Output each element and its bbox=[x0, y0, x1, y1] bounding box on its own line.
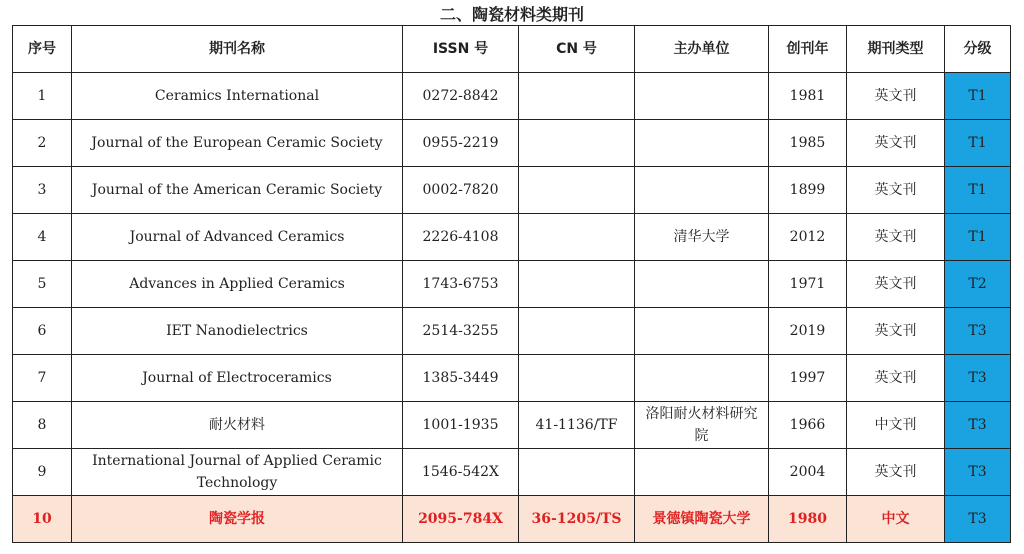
cell-index: 5 bbox=[13, 261, 72, 308]
header-org: 主办单位 bbox=[635, 26, 769, 73]
cell-name: 陶瓷学报 bbox=[72, 496, 403, 543]
cell-org: 洛阳耐火材料研究院 bbox=[635, 402, 769, 449]
header-row bbox=[13, 26, 1011, 73]
cell-cn bbox=[519, 167, 635, 214]
cell-name: Journal of Advanced Ceramics bbox=[72, 214, 403, 261]
table-row bbox=[13, 402, 1011, 449]
cell-cn: 41-1136/TF bbox=[519, 402, 635, 449]
cell-tier: T3 bbox=[945, 308, 1011, 355]
cell-issn: 0002-7820 bbox=[403, 167, 519, 214]
page-title: 二、陶瓷材料类期刊 bbox=[439, 5, 584, 24]
cell-year: 1997 bbox=[769, 355, 847, 402]
cell-name: Journal of the American Ceramic Society bbox=[72, 167, 403, 214]
cell-index: 6 bbox=[13, 308, 72, 355]
table-row bbox=[13, 449, 1011, 496]
cell-year: 1981 bbox=[769, 73, 847, 120]
cell-year: 2012 bbox=[769, 214, 847, 261]
cell-cn bbox=[519, 120, 635, 167]
cell-org: 清华大学 bbox=[635, 214, 769, 261]
cell-name: International Journal of Applied Ceramic Technology bbox=[72, 449, 403, 496]
table-row bbox=[13, 73, 1011, 120]
cell-type: 英文刊 bbox=[847, 308, 945, 355]
cell-type: 英文刊 bbox=[847, 214, 945, 261]
header-name: 期刊名称 bbox=[72, 26, 403, 73]
journal-table bbox=[12, 25, 1011, 543]
header-index: 序号 bbox=[13, 26, 72, 73]
cell-year: 1971 bbox=[769, 261, 847, 308]
cell-issn: 1743-6753 bbox=[403, 261, 519, 308]
header-tier: 分级 bbox=[945, 26, 1011, 73]
cell-issn: 1546-542X bbox=[403, 449, 519, 496]
cell-issn: 1001-1935 bbox=[403, 402, 519, 449]
table-row bbox=[13, 120, 1011, 167]
cell-org bbox=[635, 261, 769, 308]
cell-cn bbox=[519, 261, 635, 308]
cell-index: 3 bbox=[13, 167, 72, 214]
cell-year: 1966 bbox=[769, 402, 847, 449]
cell-name: Ceramics International bbox=[72, 73, 403, 120]
cell-index: 4 bbox=[13, 214, 72, 261]
cell-issn: 2095-784X bbox=[403, 496, 519, 543]
cell-tier: T3 bbox=[945, 449, 1011, 496]
cell-cn bbox=[519, 355, 635, 402]
table-row bbox=[13, 308, 1011, 355]
cell-index: 9 bbox=[13, 449, 72, 496]
table-row bbox=[13, 355, 1011, 402]
cell-year: 2004 bbox=[769, 449, 847, 496]
cell-tier: T3 bbox=[945, 355, 1011, 402]
cell-issn: 2514-3255 bbox=[403, 308, 519, 355]
cell-year: 1985 bbox=[769, 120, 847, 167]
cell-cn: 36-1205/TS bbox=[519, 496, 635, 543]
cell-org bbox=[635, 167, 769, 214]
cell-org bbox=[635, 308, 769, 355]
cell-tier: T2 bbox=[945, 261, 1011, 308]
cell-type: 中文刊 bbox=[847, 402, 945, 449]
header-year: 创刊年 bbox=[769, 26, 847, 73]
table-row bbox=[13, 261, 1011, 308]
cell-tier: T1 bbox=[945, 120, 1011, 167]
cell-tier: T3 bbox=[945, 402, 1011, 449]
header-type: 期刊类型 bbox=[847, 26, 945, 73]
cell-tier: T1 bbox=[945, 167, 1011, 214]
header-issn: ISSN 号 bbox=[403, 26, 519, 73]
cell-name: 耐火材料 bbox=[72, 402, 403, 449]
cell-tier: T1 bbox=[945, 73, 1011, 120]
cell-tier: T1 bbox=[945, 214, 1011, 261]
cell-name: Journal of Electroceramics bbox=[72, 355, 403, 402]
cell-cn bbox=[519, 73, 635, 120]
header-cn: CN 号 bbox=[519, 26, 635, 73]
cell-issn: 0272-8842 bbox=[403, 73, 519, 120]
cell-issn: 2226-4108 bbox=[403, 214, 519, 261]
cell-type: 英文刊 bbox=[847, 120, 945, 167]
cell-issn: 0955-2219 bbox=[403, 120, 519, 167]
cell-type: 英文刊 bbox=[847, 355, 945, 402]
cell-year: 1980 bbox=[769, 496, 847, 543]
cell-org bbox=[635, 120, 769, 167]
cell-cn bbox=[519, 449, 635, 496]
cell-cn bbox=[519, 214, 635, 261]
cell-org bbox=[635, 355, 769, 402]
cell-issn: 1385-3449 bbox=[403, 355, 519, 402]
table-row bbox=[13, 214, 1011, 261]
cell-name: IET Nanodielectrics bbox=[72, 308, 403, 355]
cell-index: 8 bbox=[13, 402, 72, 449]
table-row-highlighted bbox=[13, 496, 1011, 543]
cell-cn bbox=[519, 308, 635, 355]
cell-name: Journal of the European Ceramic Society bbox=[72, 120, 403, 167]
cell-type: 英文刊 bbox=[847, 261, 945, 308]
cell-org bbox=[635, 73, 769, 120]
cell-org: 景德镇陶瓷大学 bbox=[635, 496, 769, 543]
cell-year: 1899 bbox=[769, 167, 847, 214]
cell-tier: T3 bbox=[945, 496, 1011, 543]
cell-index: 2 bbox=[13, 120, 72, 167]
cell-index: 1 bbox=[13, 73, 72, 120]
cell-org bbox=[635, 449, 769, 496]
cell-index: 10 bbox=[13, 496, 72, 543]
table-row bbox=[13, 167, 1011, 214]
cell-type: 英文刊 bbox=[847, 73, 945, 120]
cell-type: 英文刊 bbox=[847, 449, 945, 496]
cell-year: 2019 bbox=[769, 308, 847, 355]
cell-index: 7 bbox=[13, 355, 72, 402]
cell-type: 英文刊 bbox=[847, 167, 945, 214]
cell-name: Advances in Applied Ceramics bbox=[72, 261, 403, 308]
cell-type: 中文 bbox=[847, 496, 945, 543]
